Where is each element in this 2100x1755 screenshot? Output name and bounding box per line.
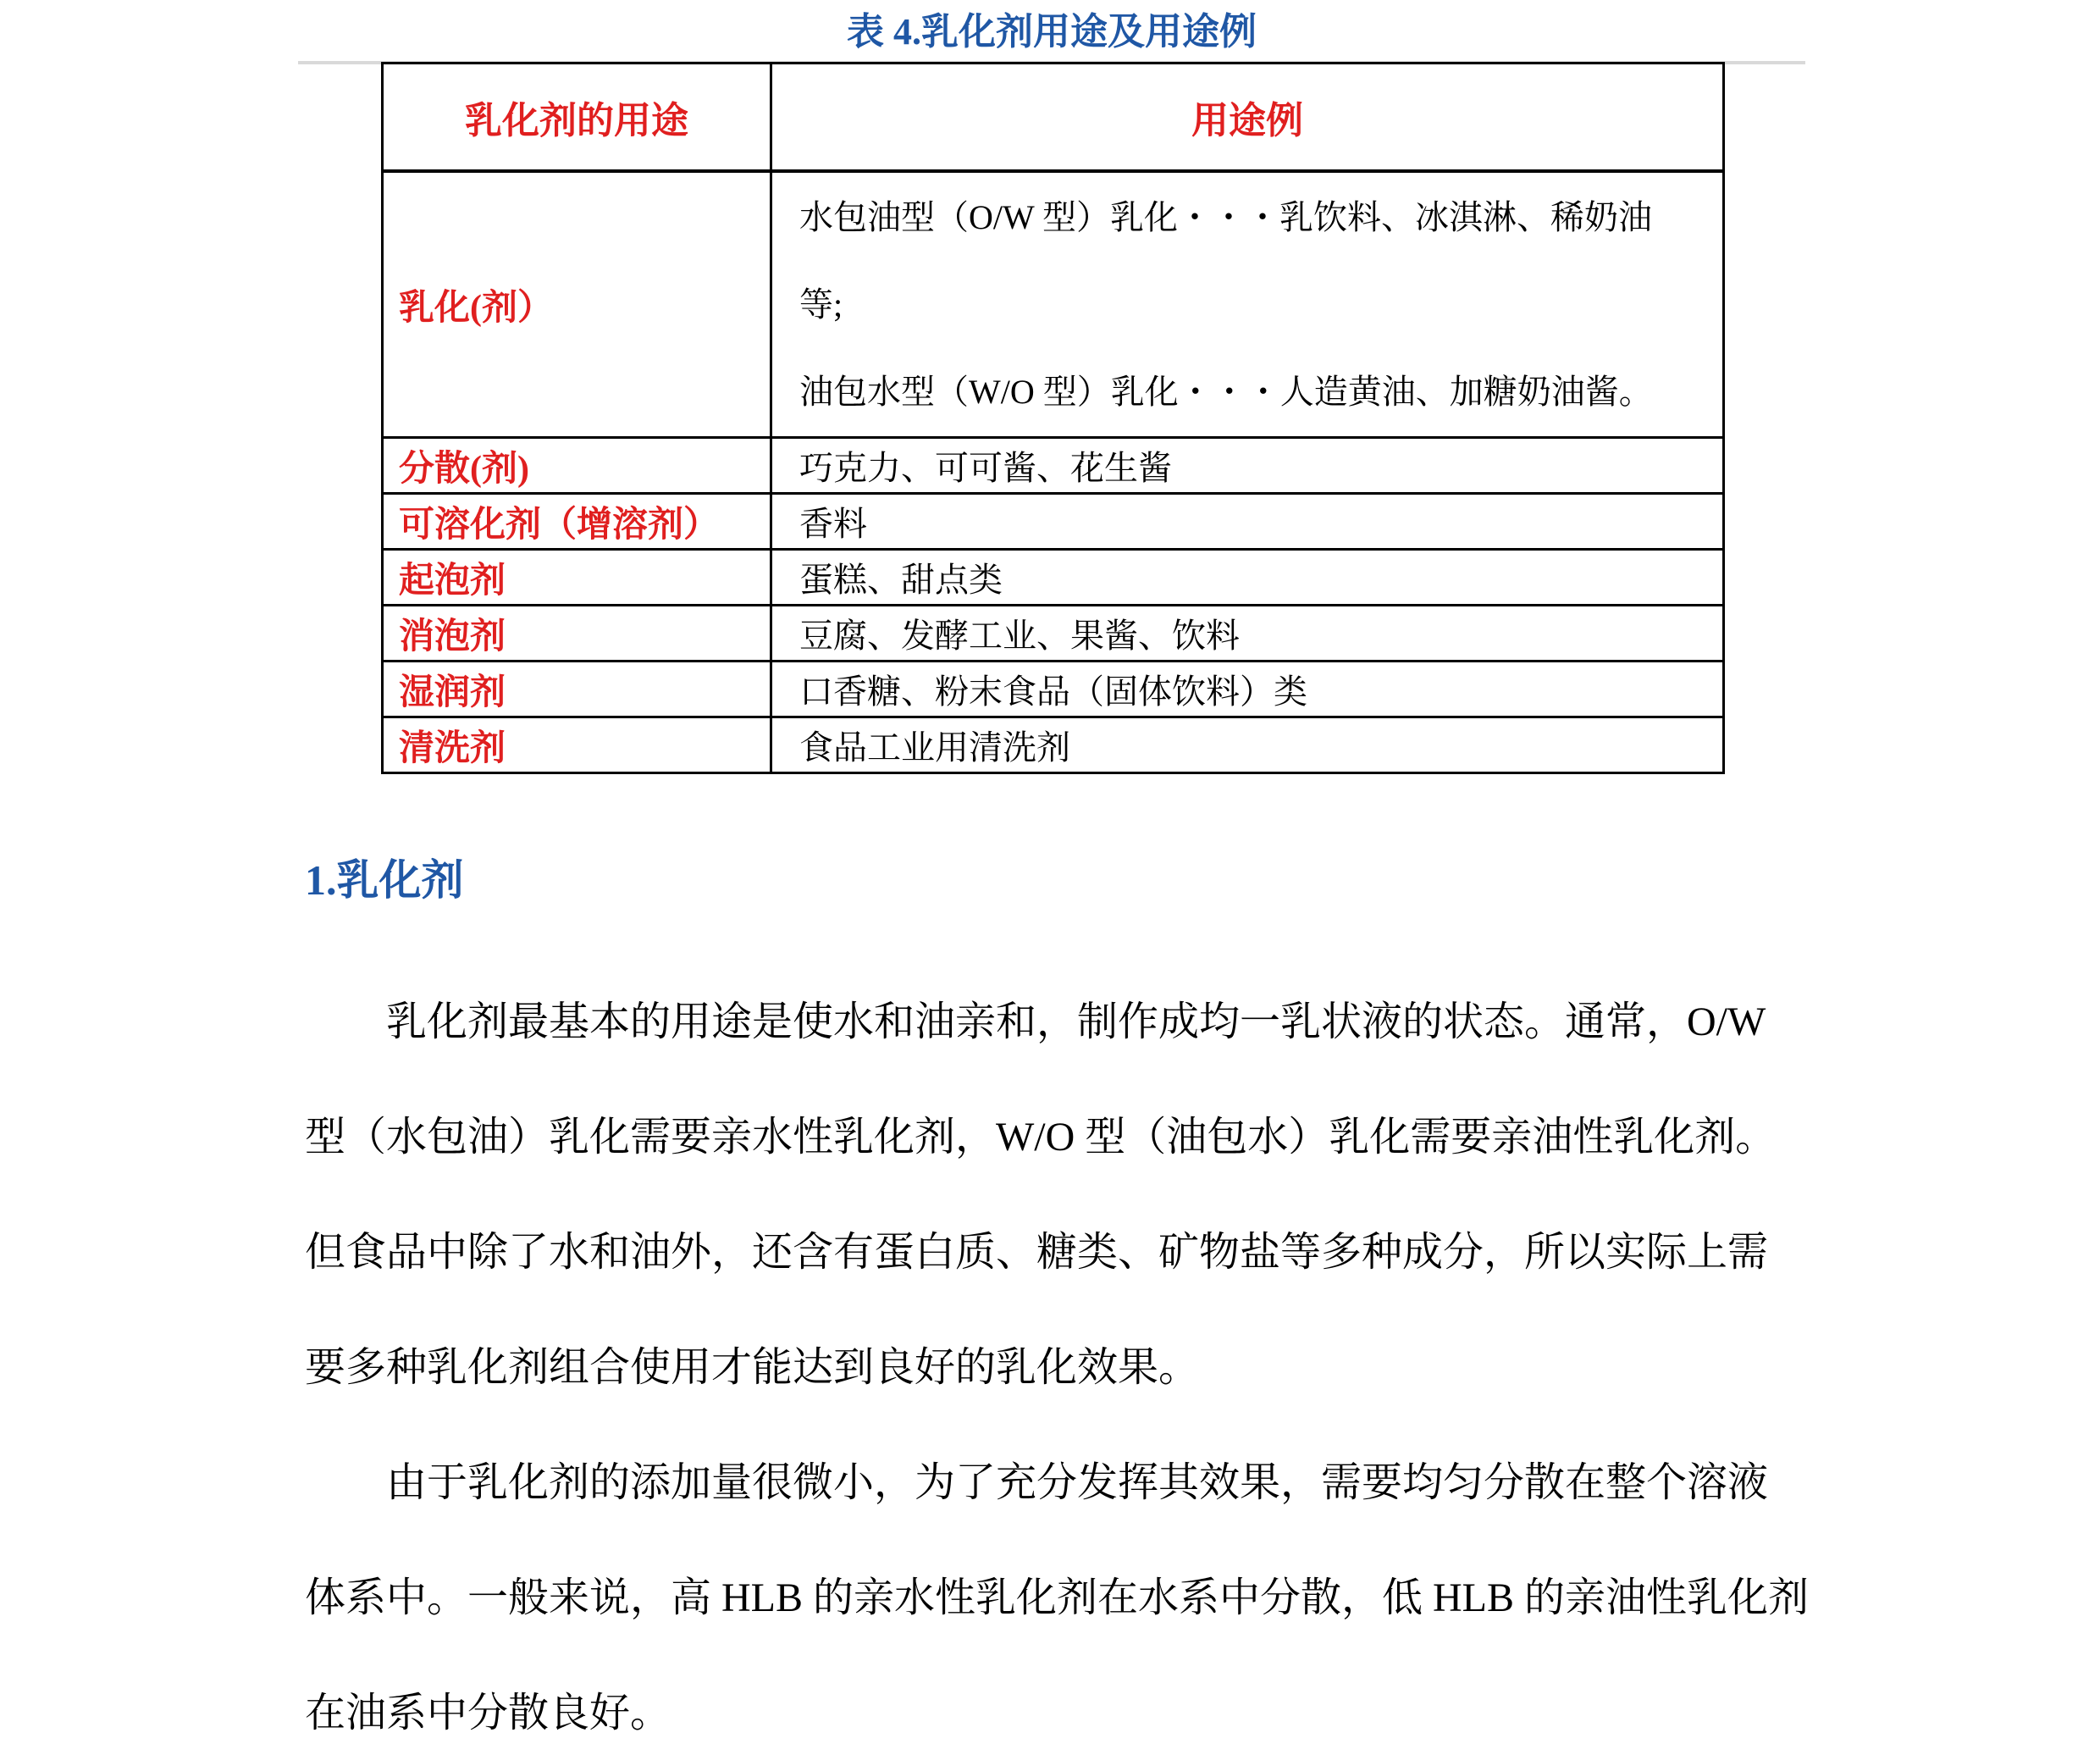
example-line: 等; xyxy=(799,285,843,324)
table-row-foaming xyxy=(383,550,1724,606)
table-row-defoaming xyxy=(383,606,1724,662)
row-label: 清洗剂 xyxy=(383,717,771,773)
paragraph-line: 型（水包油）乳化需要亲水性乳化剂，W/O 型（油包水）乳化需要亲油性乳化剂。 xyxy=(305,1115,1777,1160)
example-line: 油包水型（W/O 型）乳化・・・人造黄油、加糖奶油酱。 xyxy=(799,373,1653,411)
row-examples: 豆腐、发酵工业、果酱、饮料 xyxy=(771,606,1724,662)
emulsifier-uses-table xyxy=(381,62,1725,774)
table-row-dispersion xyxy=(383,438,1724,494)
paragraph-line: 要多种乳化剂组合使用才能达到良好的乳化效果。 xyxy=(305,1345,1200,1390)
paragraph-line: 体系中。一般来说，高 HLB 的亲水性乳化剂在水系中分散，低 HLB 的亲油性乳化剂 xyxy=(305,1575,1810,1620)
row-label: 湿润剂 xyxy=(383,662,771,717)
example-line: 水包油型（O/W 型）乳化・・・乳饮料、冰淇淋、稀奶油 xyxy=(799,198,1653,236)
paragraph-line: 乳化剂最基本的用途是使水和油亲和，制作成均一乳状液的状态。通常，O/W xyxy=(386,999,1766,1044)
row-label: 分散(剂) xyxy=(383,438,771,494)
header-cell-use: 乳化剂的用途 xyxy=(383,64,771,172)
header-cell-example: 用途例 xyxy=(771,64,1724,172)
row-label: 乳化(剂） xyxy=(383,171,771,438)
table-row-solubilization xyxy=(383,494,1724,550)
row-examples: 香料 xyxy=(771,494,1724,550)
row-label: 可溶化剂（增溶剂） xyxy=(383,494,771,550)
body-paragraphs xyxy=(305,965,1821,1755)
table-row-emulsification xyxy=(383,171,1724,438)
table-caption: 表 4.乳化剂用途及用途例 xyxy=(847,11,1257,53)
row-examples xyxy=(771,171,1724,438)
table-header-row xyxy=(383,64,1724,172)
paragraph-line: 但食品中除了水和油外，还含有蛋白质、糖类、矿物盐等多种成分，所以实际上需 xyxy=(305,1230,1769,1275)
paragraph-line: 由于乳化剂的添加量很微小，为了充分发挥其效果，需要均匀分散在整个溶液 xyxy=(386,1460,1769,1505)
row-examples: 蛋糕、甜点类 xyxy=(771,550,1724,606)
table-row-wetting xyxy=(383,662,1724,717)
row-examples: 食品工业用清洗剂 xyxy=(771,717,1724,773)
section-heading: 1.乳化剂 xyxy=(305,856,464,904)
row-label: 消泡剂 xyxy=(383,606,771,662)
row-label: 起泡剂 xyxy=(383,550,771,606)
paragraph-line: 在油系中分散良好。 xyxy=(305,1691,671,1736)
row-examples: 口香糖、粉末食品（固体饮料）类 xyxy=(771,662,1724,717)
table-row-cleaning xyxy=(383,717,1724,773)
row-examples: 巧克力、可可酱、花生酱 xyxy=(771,438,1724,494)
